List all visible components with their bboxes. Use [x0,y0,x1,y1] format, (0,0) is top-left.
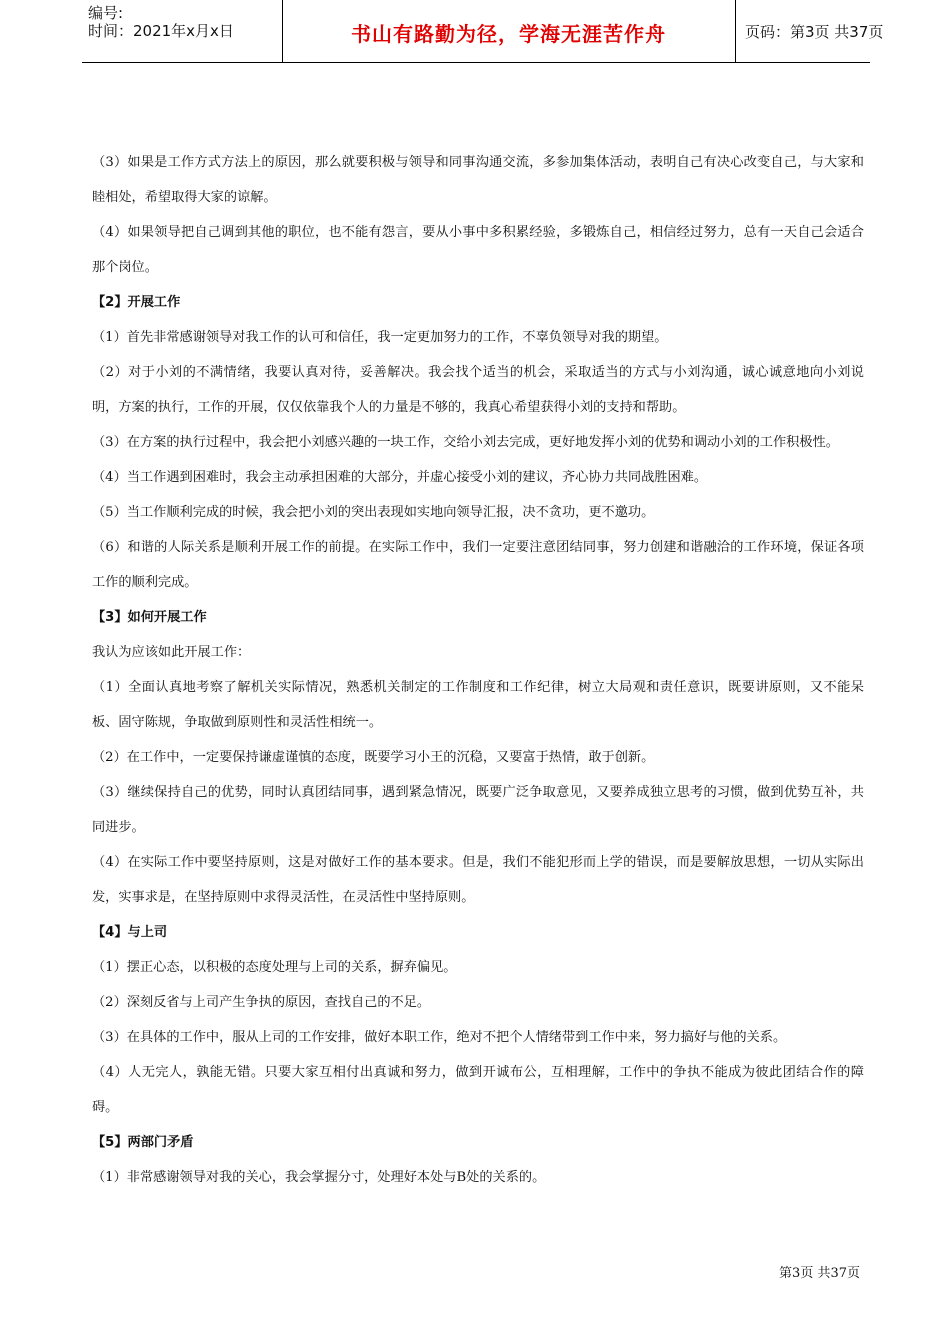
paragraph: （3）如果是工作方式方法上的原因，那么就要积极与领导和同事沟通交流，多参加集体活动，表明自己有决心改变自己，与大家和睦相处，希望取得大家的谅解。 [92,155,864,205]
header-page-info: 页码：第3页 共37页 [745,23,884,41]
paragraph: （5）当工作顺利完成的时候，我会把小刘的突出表现如实地向领导汇报，决不贪功，更不邀功。 [92,505,655,520]
document-number-label: 编号: [88,4,124,22]
paragraph: （4）人无完人，孰能无错。只要大家互相付出真诚和努力，做到开诚布公，互相理解，工作中的争执不能成为彼此团结合作的障碍。 [92,1065,864,1115]
header-meta-cell [82,0,283,62]
paragraph: （3）在方案的执行过程中，我会把小刘感兴趣的一块工作，交给小刘去完成，更好地发挥小刘的优势和调动小刘的工作积极性。 [92,435,839,450]
header-motto: 书山有路勤为径，学海无涯苦作舟 [351,22,666,46]
document-body [92,145,864,1195]
section-heading: 【2】开展工作 [92,295,181,310]
section-heading: 【5】两部门矛盾 [92,1135,194,1150]
section-heading: 【4】与上司 [92,925,168,940]
paragraph: 我认为应该如此开展工作： [92,645,251,660]
paragraph: （4）如果领导把自己调到其他的职位，也不能有怨言，要从小事中多积累经验，多锻炼自己，相信经过努力，总有一天自己会适合那个岗位。 [92,225,864,275]
paragraph: （2）在工作中，一定要保持谦虚谨慎的态度，既要学习小王的沉稳，又要富于热情，敢于创新。 [92,750,655,765]
paragraph: （1）全面认真地考察了解机关实际情况，熟悉机关制定的工作制度和工作纪律，树立大局观和责任意识，既要讲原则，又不能呆板、固守陈规，争取做到原则性和灵活性相统一。 [92,680,864,730]
paragraph: （4）当工作遇到困难时，我会主动承担困难的大部分，并虚心接受小刘的建议，齐心协力共同战胜困难。 [92,470,708,485]
paragraph: （2）对于小刘的不满情绪，我要认真对待，妥善解决。我会找个适当的机会，采取适当的方式与小刘沟通，诚心诚意地向小刘说明，方案的执行，工作的开展，仅仅依靠我个人的力量是不够的，我真心希望获得小刘的支持和帮助。 [92,365,864,415]
header-motto-cell [282,0,736,62]
page-footer: 第3页 共37页 [779,1266,860,1281]
page-header [82,0,884,63]
section-heading: 【3】如何开展工作 [92,610,207,625]
paragraph: （6）和谐的人际关系是顺利开展工作的前提。在实际工作中，我们一定要注意团结同事，努力创建和谐融洽的工作环境，保证各项工作的顺利完成。 [92,540,864,590]
paragraph: （1）摆正心态，以积极的态度处理与上司的关系，摒弃偏见。 [92,960,457,975]
paragraph: （1）非常感谢领导对我的关心，我会掌握分寸，处理好本处与B处的关系的。 [92,1170,546,1185]
document-time-label: 时间：2021年x月x日 [88,22,234,40]
paragraph: （4）在实际工作中要坚持原则，这是对做好工作的基本要求。但是，我们不能犯形而上学的错误，而是要解放思想，一切从实际出发，实事求是，在坚持原则中求得灵活性，在灵活性中坚持原则。 [92,855,864,905]
header-page-cell [735,0,884,62]
paragraph: （2）深刻反省与上司产生争执的原因，查找自己的不足。 [92,995,431,1010]
paragraph: （3）在具体的工作中，服从上司的工作安排，做好本职工作，绝对不把个人情绪带到工作中来，努力搞好与他的关系。 [92,1030,787,1045]
paragraph: （1）首先非常感谢领导对我工作的认可和信任，我一定更加努力的工作，不辜负领导对我的期望。 [92,330,668,345]
paragraph: （3）继续保持自己的优势，同时认真团结同事，遇到紧急情况，既要广泛争取意见，又要养成独立思考的习惯，做到优势互补，共同进步。 [92,785,864,835]
